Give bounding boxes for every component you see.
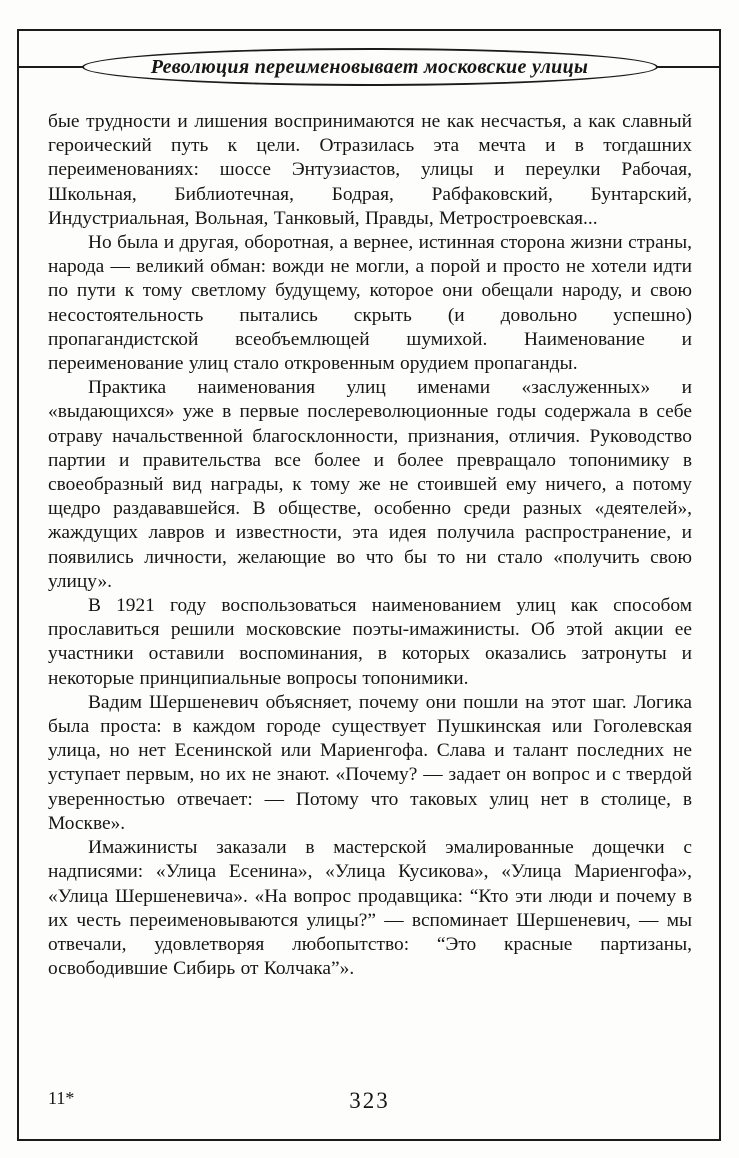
chapter-header-ornament [82,48,658,86]
paragraph: Имажинисты заказали в мастерской эмалированные дощечки с надписями: «Улица Есенина», «Улица Кусикова», «Улица Мариенгофа», «Улица Шершеневича». «На вопрос продавщика: “Кто эти люди и почему в их честь переименовываются улицы?” — вспоминает Шершеневич, — мы отвечали, удовлетворяя любопытство: “Это красные партизаны, освободившие Сибирь от Колчака”». [48,837,692,980]
paragraph: Но была и другая, оборотная, а вернее, истинная сторона жизни страны, народа — великий обман: вожди не могли, а порой и просто не хотели идти по пути к тому светлому будущему, которое они обещали народу, и свою несостоятельность пытались скрыть (и довольно успешно) пропагандистской всеобъемлющей шумихой. Наименование и переименование улиц стало откровенным орудием пропаганды. [48,232,692,375]
paragraph: Вадим Шершеневич объясняет, почему они пошли на этот шаг. Логика была проста: в каждом городе существует Пушкинская или Гоголевская улица, но нет Есенинской или Мариенгофа. Слава и талант последних не уступает первым, но их не знают. «Почему? — задает он вопрос и с твердой уверенностью отвечает: — Потому что таковых улиц нет в столице, в Москве». [48,691,692,834]
chapter-title: Революция переименовывает московские улицы [150,55,589,78]
body-text [48,110,692,981]
page-number: 323 [349,1088,390,1113]
signature-mark: 11* [48,1088,75,1108]
paragraph: В 1921 году воспользоваться наименованием улиц как способом прославиться решили московские поэты-имажинисты. Об этой акции ее участники оставили воспоминания, в которых оказались затронуты и некоторые принципиальные вопросы топонимики. [48,595,692,689]
paragraph: Практика наименования улиц именами «заслуженных» и «выдающихся» уже в первые послереволюционные годы содержала в себе отраву начальственной благосклонности, признания, отличия. Руководство партии и правительства все более и более превращало топонимику в своеобразный вид награды, к тому же не стоившей ему ничего, а потому щедро раздававшейся. В обществе, особенно среди разных «деятелей», жаждущих лавров и известности, эта идея получила распространение, и появились личности, желающие во что бы то ни стало «получить свою улицу». [48,377,692,592]
paragraph: бые трудности и лишения воспринимаются не как несчастья, а как славный героический путь к цели. Отразилась эта мечта и в тогдашних переименованиях: шоссе Энтузиастов, улицы и переулки Рабочая, Школьная, Библиотечная, Бодрая, Рабфаковский, Бунтарский, Индустриальная, Вольная, Танковый, Правды, Метростроевская... [48,111,692,229]
